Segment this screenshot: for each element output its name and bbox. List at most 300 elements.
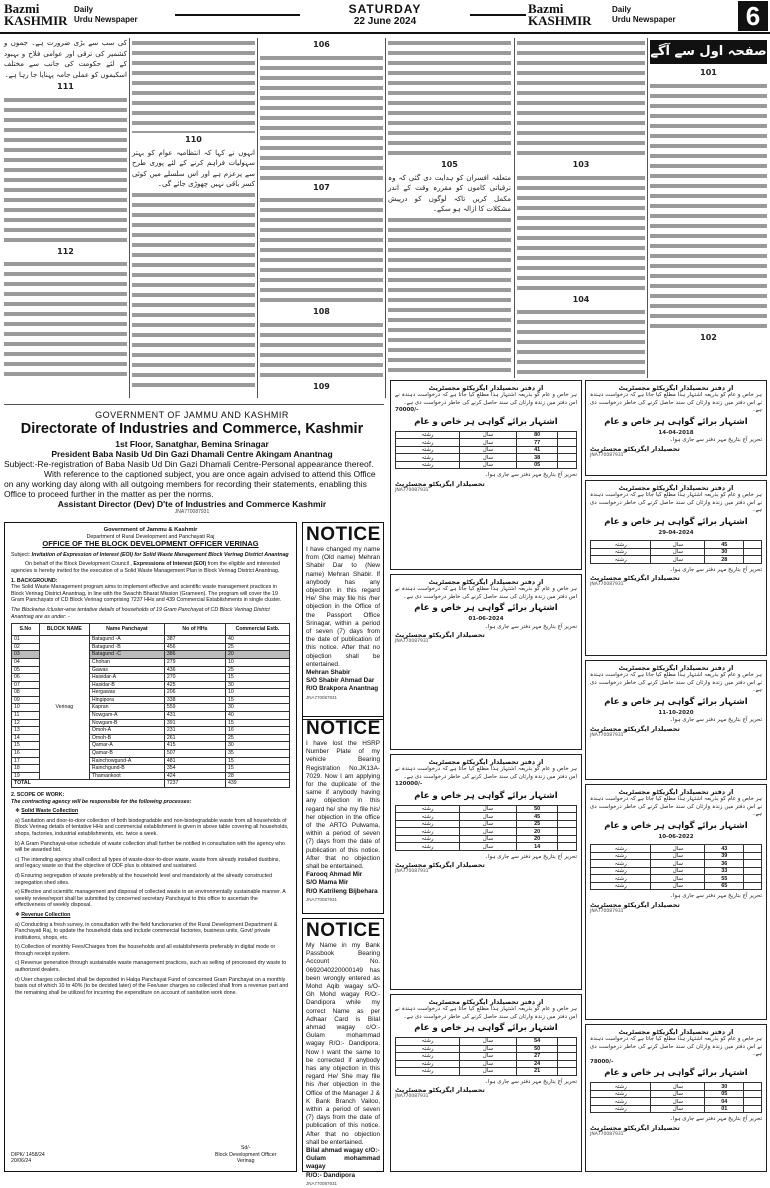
- ad-office: از دفتر تحصیلدار ایگزیکٹو مجسٹریٹ: [428, 758, 544, 766]
- ad-date: 29-04-2024: [658, 529, 694, 536]
- news-text-block: [260, 320, 383, 380]
- list-item: d) User charges collected shall be deposited in Halqa Panchayat Fund of concerned Gram Panchayat on a monthly basis out of which 10 to 40% (to be decided later) of the Fee/user charges so collected shall from a revenue part and the remaining shall be utilized for incurring the expenditure on account of sanitation work done.: [15, 976, 289, 996]
- cell-panchayat: Chohan: [89, 658, 164, 666]
- table-row: [396, 820, 577, 828]
- cell-age: 45: [705, 541, 744, 549]
- cell-hhs: 431: [164, 712, 225, 720]
- directorate-body: With reference to the captioned subject, you are once again advised to attend this Office on any working day along with all outgoing members for recording their statements, enabling this Office to proceed further in the matter as per the norms.: [4, 469, 376, 499]
- cell-name: [558, 1038, 577, 1046]
- ad-date: 01-06-2024: [468, 616, 504, 623]
- cell-commercial: 15: [226, 674, 290, 682]
- news-text-block: [517, 307, 645, 377]
- cell-panchayat: Omoh-B: [89, 734, 164, 742]
- cell-name: [558, 843, 577, 851]
- cell-sno: 05: [12, 666, 40, 674]
- ad-body: ہر خاص و عام کو بذریعہ اشتہار ہذا مطلع کیا جاتا ہے کہ درخواست دہندہ نے اس دفتر میں زندہ وارثان کی سند حاصل کرنے کی خاطر درخواست دی ہے۔: [590, 796, 762, 818]
- ad-title: اشتہار برائے گواہی ہر خاص و عام: [604, 516, 748, 527]
- cell-panchayat: Kapran: [89, 704, 164, 712]
- column-divider: [385, 38, 386, 398]
- cell-age: 45: [516, 813, 557, 821]
- urdu-legal-ad: [390, 574, 582, 750]
- cell-relation: رشتہ: [396, 1038, 460, 1046]
- ad-date: 14-04-2018: [658, 429, 694, 436]
- ad-office: از دفتر تحصیلدار ایگزیکٹو مجسٹریٹ: [618, 1028, 734, 1036]
- news-column: [260, 38, 383, 398]
- ad-date: 11-10-2020: [658, 709, 694, 716]
- cell-relation: رشتہ: [591, 860, 651, 868]
- total-commercial: 439: [226, 780, 290, 788]
- rc-list: [11, 922, 290, 997]
- cell-relation: رشتہ: [396, 813, 460, 821]
- ad-footer: تحریر آج بتاریخ مہر دفتر سے جاری ہوا۔: [669, 717, 762, 724]
- directorate-address: 1st Floor, Sanatghar, Bemina Srinagar: [115, 439, 269, 449]
- urdu-legal-ad: [585, 1024, 767, 1172]
- ad-signature: تحصیلدار ایگزیکٹو مجسٹریٹ: [590, 900, 680, 909]
- cell-sno: 13: [12, 727, 40, 735]
- cell-hhs: 387: [164, 636, 225, 644]
- table-row: [396, 835, 577, 843]
- directorate-subject: Subject:-Re-registration of Baba Nasib Ud Din Gazi Dhamali Centre-Personal appearance thereof.: [4, 459, 374, 469]
- signature-title: Block Development Officer: [215, 1151, 277, 1158]
- cell-age-unit: سال: [651, 1090, 705, 1098]
- cell-hhs: 279: [164, 658, 225, 666]
- cell-age-unit: سال: [459, 461, 516, 469]
- cell-age: 39: [705, 852, 744, 860]
- cell-age: 77: [516, 439, 557, 447]
- cell-commercial: 30: [226, 742, 290, 750]
- ad-office: از دفتر تحصیلدار ایگزیکٹو مجسٹریٹ: [618, 664, 734, 672]
- cell-age: 05: [516, 461, 557, 469]
- cell-name: [744, 541, 762, 549]
- cell-name: [744, 1083, 762, 1091]
- story-number: 102: [700, 332, 717, 342]
- story-number: 106: [313, 40, 330, 49]
- notice-heading: NOTICE: [306, 718, 381, 739]
- list-item: c) The intending agency shall collect all types of waste-door-to-door waste, waste from already installed dustbins, and legacy waste so that the objective of ODF plus is obtained and sustained.: [15, 856, 280, 870]
- bdo-table-caption: [11, 607, 290, 620]
- cell-sno: 06: [12, 674, 40, 682]
- news-text: کی سب سے بڑی ضرورت ہے۔ جموں و کشمیر کی ترقی اور عوامی فلاح و بہبود کے لئے حکومت کی جانب سے مختلف اسکیموں کو عملی جامہ پہنایا جا رہا ہے۔: [4, 39, 127, 79]
- heirs-table: [395, 431, 577, 470]
- masthead-day: SATURDAY: [348, 2, 422, 16]
- news-text: متعلقہ افسران کو ہدایت دی گئی کہ وہ ترقیاتی کاموں کو مقررہ وقت کے اندر مکمل کریں تاکہ لوگوں کو درپیش مشکلات کا ازالہ ہو سکے۔: [388, 173, 511, 213]
- cell-age-unit: سال: [459, 828, 516, 836]
- cell-block: Verinag: [39, 636, 89, 780]
- ad-title: اشتہار برائے گواہی ہر خاص و عام: [604, 416, 748, 427]
- cell-age: 21: [516, 1068, 557, 1076]
- cell-panchayat: Rainchgund-B: [89, 765, 164, 773]
- ad-office: از دفتر تحصیلدار ایگزیکٹو مجسٹریٹ: [618, 384, 734, 392]
- notice-signature: R/O Katrileng Bijbehara: [306, 887, 378, 895]
- cell-age: 24: [516, 1060, 557, 1068]
- signature-place: Verinag: [236, 1158, 255, 1165]
- table-row: [396, 813, 577, 821]
- cell-name: [558, 1045, 577, 1053]
- notice-signature: R/O:- Dandipora: [306, 1171, 355, 1179]
- signature-sd: Sd/-: [240, 1145, 251, 1152]
- cell-age: 80: [516, 431, 557, 439]
- story-number: 101: [700, 68, 717, 77]
- cell-sno: 15: [12, 742, 40, 750]
- cell-commercial: 28: [226, 772, 290, 780]
- table-row: [12, 636, 290, 644]
- news-column: [4, 38, 127, 398]
- notice-number-plate: [302, 716, 384, 914]
- cell-hhs: 391: [164, 719, 225, 727]
- cell-panchayat: Nowgam-A: [89, 712, 164, 720]
- notice-signature: Gulam mohammad wagay: [306, 1155, 380, 1171]
- cell-age-unit: سال: [459, 431, 516, 439]
- table-row: [591, 1083, 762, 1091]
- masthead-right-brand: [528, 1, 676, 28]
- ad-reference: JNA770087931: [395, 1094, 429, 1100]
- ad-footer: تحریر آج بتاریخ مہر دفتر سے جاری ہوا۔: [484, 1078, 577, 1085]
- list-item: d) Ensuring segregation of waste preferably at the household level and mandatorily at the already constructed segregation shed sites.: [15, 872, 273, 886]
- cell-commercial: 30: [226, 704, 290, 712]
- cell-age: 36: [705, 860, 744, 868]
- page-number: 6: [738, 1, 768, 31]
- cell-age: 20: [516, 828, 557, 836]
- cell-sno: 02: [12, 643, 40, 651]
- urdu-legal-ad: [390, 994, 582, 1172]
- masthead-rule: [175, 14, 300, 16]
- bdo-swc-title: ❖ Solid Waste Collection: [15, 808, 79, 815]
- ad-body: ہر خاص و عام کو بذریعہ اشتہار ہذا مطلع کیا جاتا ہے کہ درخواست دہندہ نے اس دفتر میں زندہ وارثان کی سند حاصل کرنے کی خاطر درخواست دی ہے۔: [590, 392, 762, 414]
- cell-relation: رشتہ: [591, 875, 651, 883]
- urdu-legal-ad: [390, 754, 582, 990]
- notice-text: My Name in my Bank Passbook Bearing Account No. 0692040220000149 has been wrongly entered as Mohd Aqib wagay s/O- Gh Mohd wagay R/O:- Dandipora while my correct Name as per Adhaar Card is Bilal ahmad wagay c/O:- Gulam mohammad wagay R/O:- Dandipora. Now I want the same to be corrected if anybody has any objection in this regard He/ She may file his /her objection in the Office of the Manager J & K Bank Branch Vailoo, within a period of seven (7) days from the date of publication of this notice. After that no objection shall be entertained.: [306, 942, 380, 1146]
- intro-bold: Expressions of Interest (EOI): [133, 561, 207, 568]
- cell-age: 38: [516, 454, 557, 462]
- cell-hhs: 559: [164, 704, 225, 712]
- brand-sub-label: Urdu Newspaper: [74, 15, 138, 24]
- cell-relation: رشتہ: [591, 867, 651, 875]
- cell-age-unit: سال: [459, 1038, 516, 1046]
- ad-body: ہر خاص و عام کو بذریعہ اشتہار ہذا مطلع کیا جاتا ہے کہ درخواست دہندہ نے اس دفتر میں زندہ وارثان کی سند حاصل کرنے کی خاطر درخواست دی ہے۔: [395, 1006, 577, 1020]
- ad-title: اشتہار برائے گواہی ہر خاص و عام: [414, 1023, 558, 1034]
- table-row: [591, 860, 762, 868]
- cell-relation: رشتہ: [396, 1068, 460, 1076]
- col-header: BLOCK NAME: [39, 624, 89, 636]
- cell-age-unit: سال: [651, 1105, 705, 1113]
- ad-title: اشتہار برائے گواہی ہر خاص و عام: [604, 820, 748, 831]
- ad-signature: تحصیلدار ایگزیکٹو مجسٹریٹ: [590, 444, 680, 453]
- cell-commercial: 30: [226, 681, 290, 689]
- bdo-signature: [215, 1145, 276, 1165]
- cell-age: 20: [516, 835, 557, 843]
- cell-age: 54: [516, 1038, 557, 1046]
- cell-commercial: 40: [226, 636, 290, 644]
- cell-panchayat: Gawas: [89, 666, 164, 674]
- notice-text: I have lost the HSRP Number Plate of my vehicle Bearing Registration No.JK13A-7029. Now I am applying for the duplicate of the same if anybody having any objection in this regard he/ she my file his/ her objection in the office of the ARTO Pulwama, within a period of seven (7) days from the date of publication of this notice. After that no objection shall be entertained.: [306, 740, 380, 871]
- list-item: b) Collection of monthly Fees/Charges from the households and all establishments preferably in digital mode or through receipt system.: [15, 944, 276, 957]
- cell-age: 33: [705, 867, 744, 875]
- cell-panchayat: Qamar-B: [89, 750, 164, 758]
- cell-sno: 10: [12, 704, 40, 712]
- cell-age-unit: سال: [651, 860, 705, 868]
- cell-name: [744, 882, 762, 890]
- cell-relation: رشتہ: [591, 541, 651, 549]
- column-divider: [129, 38, 130, 398]
- cell-relation: رشتہ: [396, 828, 460, 836]
- cell-commercial: 15: [226, 696, 290, 704]
- cell-relation: رشتہ: [396, 446, 460, 454]
- table-row: [591, 875, 762, 883]
- notice-signature: Bilal ahmad wagay c/O:-: [306, 1147, 380, 1155]
- table-row: [591, 1090, 762, 1098]
- cell-panchayat: Hingipora: [89, 696, 164, 704]
- urdu-legal-ad: [585, 660, 767, 780]
- cell-panchayat: Batagund -C: [89, 651, 164, 659]
- ad-office: از دفتر تحصیلدار ایگزیکٹو مجسٹریٹ: [428, 384, 544, 392]
- cell-commercial: 25: [226, 666, 290, 674]
- ad-reference: JNA770087931: [590, 1131, 624, 1137]
- cell-name: [744, 845, 762, 853]
- cell-age: 65: [705, 882, 744, 890]
- rc-title: Revenue Collection: [21, 911, 71, 918]
- cell-hhs: 415: [164, 742, 225, 750]
- table-row: [591, 1098, 762, 1106]
- cell-relation: رشتہ: [396, 835, 460, 843]
- notice-signature: Farooq Ahmad Mir: [306, 871, 363, 879]
- cell-age-unit: سال: [459, 843, 516, 851]
- ad-reference: JNA770087931: [395, 869, 429, 875]
- background-title: 1. BACKGROUND:: [11, 577, 58, 584]
- ad-reference: JNA770087931: [590, 732, 624, 738]
- cell-panchayat: Hergawas: [89, 689, 164, 697]
- story-number: 108: [313, 307, 330, 316]
- brand-daily: [612, 5, 702, 25]
- cell-name: [558, 828, 577, 836]
- ad-body: ہر خاص و عام کو بذریعہ اشتہار ہذا مطلع کیا جاتا ہے کہ درخواست دہندہ نے اس دفتر میں زندہ وارثان کی سند حاصل کرنے کی خاطر درخواست دی ہے۔: [395, 392, 577, 406]
- cell-commercial: 10: [226, 658, 290, 666]
- cell-name: [744, 867, 762, 875]
- story-number: 103: [572, 160, 590, 169]
- cell-relation: رشتہ: [396, 439, 460, 447]
- cell-sno: 14: [12, 734, 40, 742]
- news-column: [650, 66, 767, 376]
- cell-relation: رشتہ: [396, 431, 460, 439]
- urdu-legal-ad: [390, 380, 582, 570]
- ad-office: از دفتر تحصیلدار ایگزیکٹو مجسٹریٹ: [618, 788, 734, 796]
- bdo-dept: Department of Rural Development and Panchayati Raj: [86, 533, 215, 540]
- news-text-block: [260, 195, 383, 305]
- table-row: [396, 1068, 577, 1076]
- table-row: [396, 461, 577, 469]
- news-text-block: [132, 190, 255, 390]
- table-row: [396, 1038, 577, 1046]
- table-row: [591, 556, 762, 564]
- ad-footer: تحریر آج بتاریخ مہر دفتر سے جاری ہوا۔: [669, 437, 762, 444]
- ad-title: اشتہار برائے گواہی ہر خاص و عام: [414, 416, 558, 427]
- news-text: انہوں نے کہا کہ انتظامیہ عوام کو بہتر سہولیات فراہم کرنے کے لئے پوری طرح سے پرعزم ہے اور اس سلسلے میں کوئی کسر باقی نہیں چھوڑی جائے گی۔: [132, 148, 255, 188]
- ad-reference: JNA770087931: [590, 452, 624, 458]
- cell-hhs: 456: [164, 643, 225, 651]
- total-hhs: 7237: [164, 780, 225, 788]
- ad-body: ہر خاص و عام کو بذریعہ اشتہار ہذا مطلع کیا جاتا ہے کہ درخواست دہندہ نے اس دفتر میں زندہ وارثان کی سند حاصل کرنے کی خاطر درخواست دی ہے۔: [395, 586, 577, 600]
- ad-amount: 70000/-: [395, 407, 419, 414]
- brand-sub-label: Urdu Newspaper: [612, 15, 676, 24]
- directorate-title: Directorate of Industries and Commerce, Kashmir: [20, 421, 364, 437]
- news-text-block: [517, 38, 645, 158]
- intro-text: from the eligible and interested agencies is hereby invited for the execution of a Solid Waste Management Plan in Block Verinag District Anantnag.: [11, 561, 280, 574]
- cell-name: [744, 860, 762, 868]
- heirs-table: [590, 540, 762, 564]
- cell-name: [744, 875, 762, 883]
- cell-relation: رشتہ: [591, 1083, 651, 1091]
- cell-hhs: 436: [164, 666, 225, 674]
- cell-hhs: 206: [164, 689, 225, 697]
- ad-signature: تحصیلدار ایگزیکٹو مجسٹریٹ: [590, 1123, 680, 1132]
- heirs-table: [395, 805, 577, 851]
- col-header: Name Panchayat: [89, 624, 164, 636]
- cell-age: 01: [705, 1105, 744, 1113]
- cell-name: [558, 439, 577, 447]
- news-text-block: [4, 259, 127, 379]
- urdu-legal-ad: [585, 480, 767, 656]
- column-divider: [647, 38, 648, 378]
- section-headline: صفحہ اول سے آگے: [650, 40, 767, 64]
- ad-footer: تحریر آج بتاریخ مہر دفتر سے جاری ہوا۔: [484, 623, 577, 630]
- ad-footer: تحریر آج بتاریخ مہر دفتر سے جاری ہوا۔: [484, 472, 577, 479]
- swc-list: [11, 818, 290, 909]
- cell-age: 04: [705, 1098, 744, 1106]
- cell-age-unit: سال: [459, 446, 516, 454]
- list-item: b) A Gram Panchayat-wise schedule of waste collection shall further be notified in consultation with the agency who will be awarded bid.: [15, 840, 285, 854]
- dipk-date: 20/06/24: [11, 1158, 32, 1165]
- news-text-block: [388, 215, 511, 375]
- bdo-gov: Government of Jammu & Kashmir: [103, 527, 198, 533]
- cell-name: [744, 852, 762, 860]
- list-item: c) Revenue generation through sustainable waste management practices, such as selling of processed dry waste to authorized dealers.: [15, 960, 287, 974]
- ad-reference: JNA770087931: [590, 908, 624, 914]
- cell-relation: رشتہ: [396, 820, 460, 828]
- col-header: No of HHs: [164, 624, 225, 636]
- brand-daily-label: Daily: [612, 5, 632, 14]
- table-row: [591, 541, 762, 549]
- col-header: S.No: [12, 624, 40, 636]
- directorate-signature: Assistant Director (Dev) D'te of Industries and Commerce Kashmir: [57, 499, 327, 509]
- notice-signature: Mehran Shabir: [306, 669, 351, 677]
- table-row: [396, 828, 577, 836]
- cell-sno: 01: [12, 636, 40, 644]
- cell-age: 25: [516, 820, 557, 828]
- cell-relation: رشتہ: [591, 852, 651, 860]
- cell-relation: رشتہ: [396, 843, 460, 851]
- cell-commercial: 25: [226, 734, 290, 742]
- cell-relation: رشتہ: [396, 1053, 460, 1061]
- directorate-gov: GOVERNMENT OF JAMMU AND KASHMIR: [95, 410, 289, 420]
- notice-heading: NOTICE: [306, 524, 381, 545]
- ad-body: ہر خاص و عام کو بذریعہ اشتہار ہذا مطلع کیا جاتا ہے کہ درخواست دہندہ نے اس دفتر میں زندہ وارثان کی سند حاصل کرنے کی خاطر درخواست دی ہے۔: [590, 672, 762, 694]
- urdu-legal-ad: [585, 784, 767, 1020]
- ad-reference: JNA770087931: [306, 694, 338, 700]
- cell-panchayat: Batagund -A: [89, 636, 164, 644]
- table-row: [396, 446, 577, 454]
- brand-line1: Bazmi: [528, 1, 564, 16]
- story-number: 112: [57, 246, 74, 256]
- bdo-background: [11, 578, 290, 604]
- news-text-block: [260, 53, 383, 181]
- subject-text: Invitation of Expression of Interest (EOI) for Solid Waste Management Block Verinag District Anantnag: [31, 551, 289, 558]
- cell-commercial: 10: [226, 689, 290, 697]
- cell-hhs: 425: [164, 681, 225, 689]
- column-divider: [514, 38, 515, 378]
- cell-age-unit: سال: [651, 875, 705, 883]
- cell-relation: رشتہ: [396, 461, 460, 469]
- cell-name: [744, 1105, 762, 1113]
- table-row: [591, 548, 762, 556]
- table-row: [396, 1060, 577, 1068]
- ad-date: 10-06-2022: [658, 833, 694, 840]
- ad-title: اشتہار برائے گواہی ہر خاص و عام: [414, 790, 558, 801]
- cell-commercial: 15: [226, 765, 290, 773]
- panchayat-table: [11, 623, 290, 788]
- cell-relation: رشتہ: [591, 556, 651, 564]
- brand-line1: Bazmi: [4, 1, 40, 16]
- cell-commercial: 25: [226, 643, 290, 651]
- cell-relation: رشتہ: [591, 1105, 651, 1113]
- cell-age-unit: سال: [651, 882, 705, 890]
- urdu-legal-ad: [585, 380, 767, 476]
- cell-sno: 03: [12, 651, 40, 659]
- heirs-table: [590, 844, 762, 890]
- cell-relation: رشتہ: [591, 1098, 651, 1106]
- cell-relation: رشتہ: [396, 1045, 460, 1053]
- bdo-subject: [11, 552, 290, 559]
- table-row: [591, 852, 762, 860]
- bdo-intro: [11, 561, 290, 574]
- cell-sno: 16: [12, 750, 40, 758]
- section-divider: [4, 404, 384, 405]
- cell-age-unit: سال: [651, 541, 705, 549]
- scope-sub: The contracting agency will be responsible for the following processes:: [11, 798, 192, 805]
- ad-signature: تحصیلدار ایگزیکٹو مجسٹریٹ: [395, 631, 485, 640]
- ad-title: اشتہار برائے گواہی ہر خاص و عام: [604, 1068, 748, 1079]
- table-row: [396, 454, 577, 462]
- cell-relation: رشتہ: [591, 845, 651, 853]
- cell-age-unit: سال: [651, 548, 705, 556]
- table-header-row: [12, 624, 290, 636]
- news-text-block: [388, 38, 511, 158]
- cell-sno: 07: [12, 681, 40, 689]
- masthead: [0, 0, 770, 34]
- ad-signature: تحصیلدار ایگزیکٹو مجسٹریٹ: [395, 1086, 485, 1095]
- cell-age: 41: [516, 446, 557, 454]
- cell-hhs: 424: [164, 772, 225, 780]
- cell-age: 55: [705, 875, 744, 883]
- cell-sno: 17: [12, 757, 40, 765]
- ad-amount: 120000/-: [395, 781, 423, 788]
- story-number: 110: [185, 135, 202, 144]
- cell-sno: 18: [12, 765, 40, 773]
- news-text-block: [4, 95, 127, 245]
- table-row: [591, 1105, 762, 1113]
- notice-bank-passbook: [302, 918, 384, 1186]
- notice-signature: R/O Brakpora Anantnag: [306, 685, 379, 693]
- cell-age-unit: سال: [459, 813, 516, 821]
- background-text: The Solid Waste Management program aims to implement effective and scientific waste management practices in Block Verinag District Anantnag, in line with the Swachh Bharat Mission (Grameen). The program will cover the 19 Gram Panchayats of CD Block Verinag comprising 7237 HHs and 439 Commercial Establishments in single cluster.: [11, 584, 282, 604]
- news-column: [132, 38, 255, 398]
- story-number: 107: [313, 182, 330, 192]
- table-body: [12, 636, 290, 788]
- cell-age-unit: سال: [651, 556, 705, 564]
- story-number: 111: [57, 82, 74, 91]
- masthead-rule: [470, 14, 526, 16]
- bdo-scope: [11, 792, 290, 805]
- directorate-president: President Baba Nasib Ud Din Gazi Dhamali Centre Akingam Anantnag: [51, 449, 333, 459]
- cell-commercial: 15: [226, 719, 290, 727]
